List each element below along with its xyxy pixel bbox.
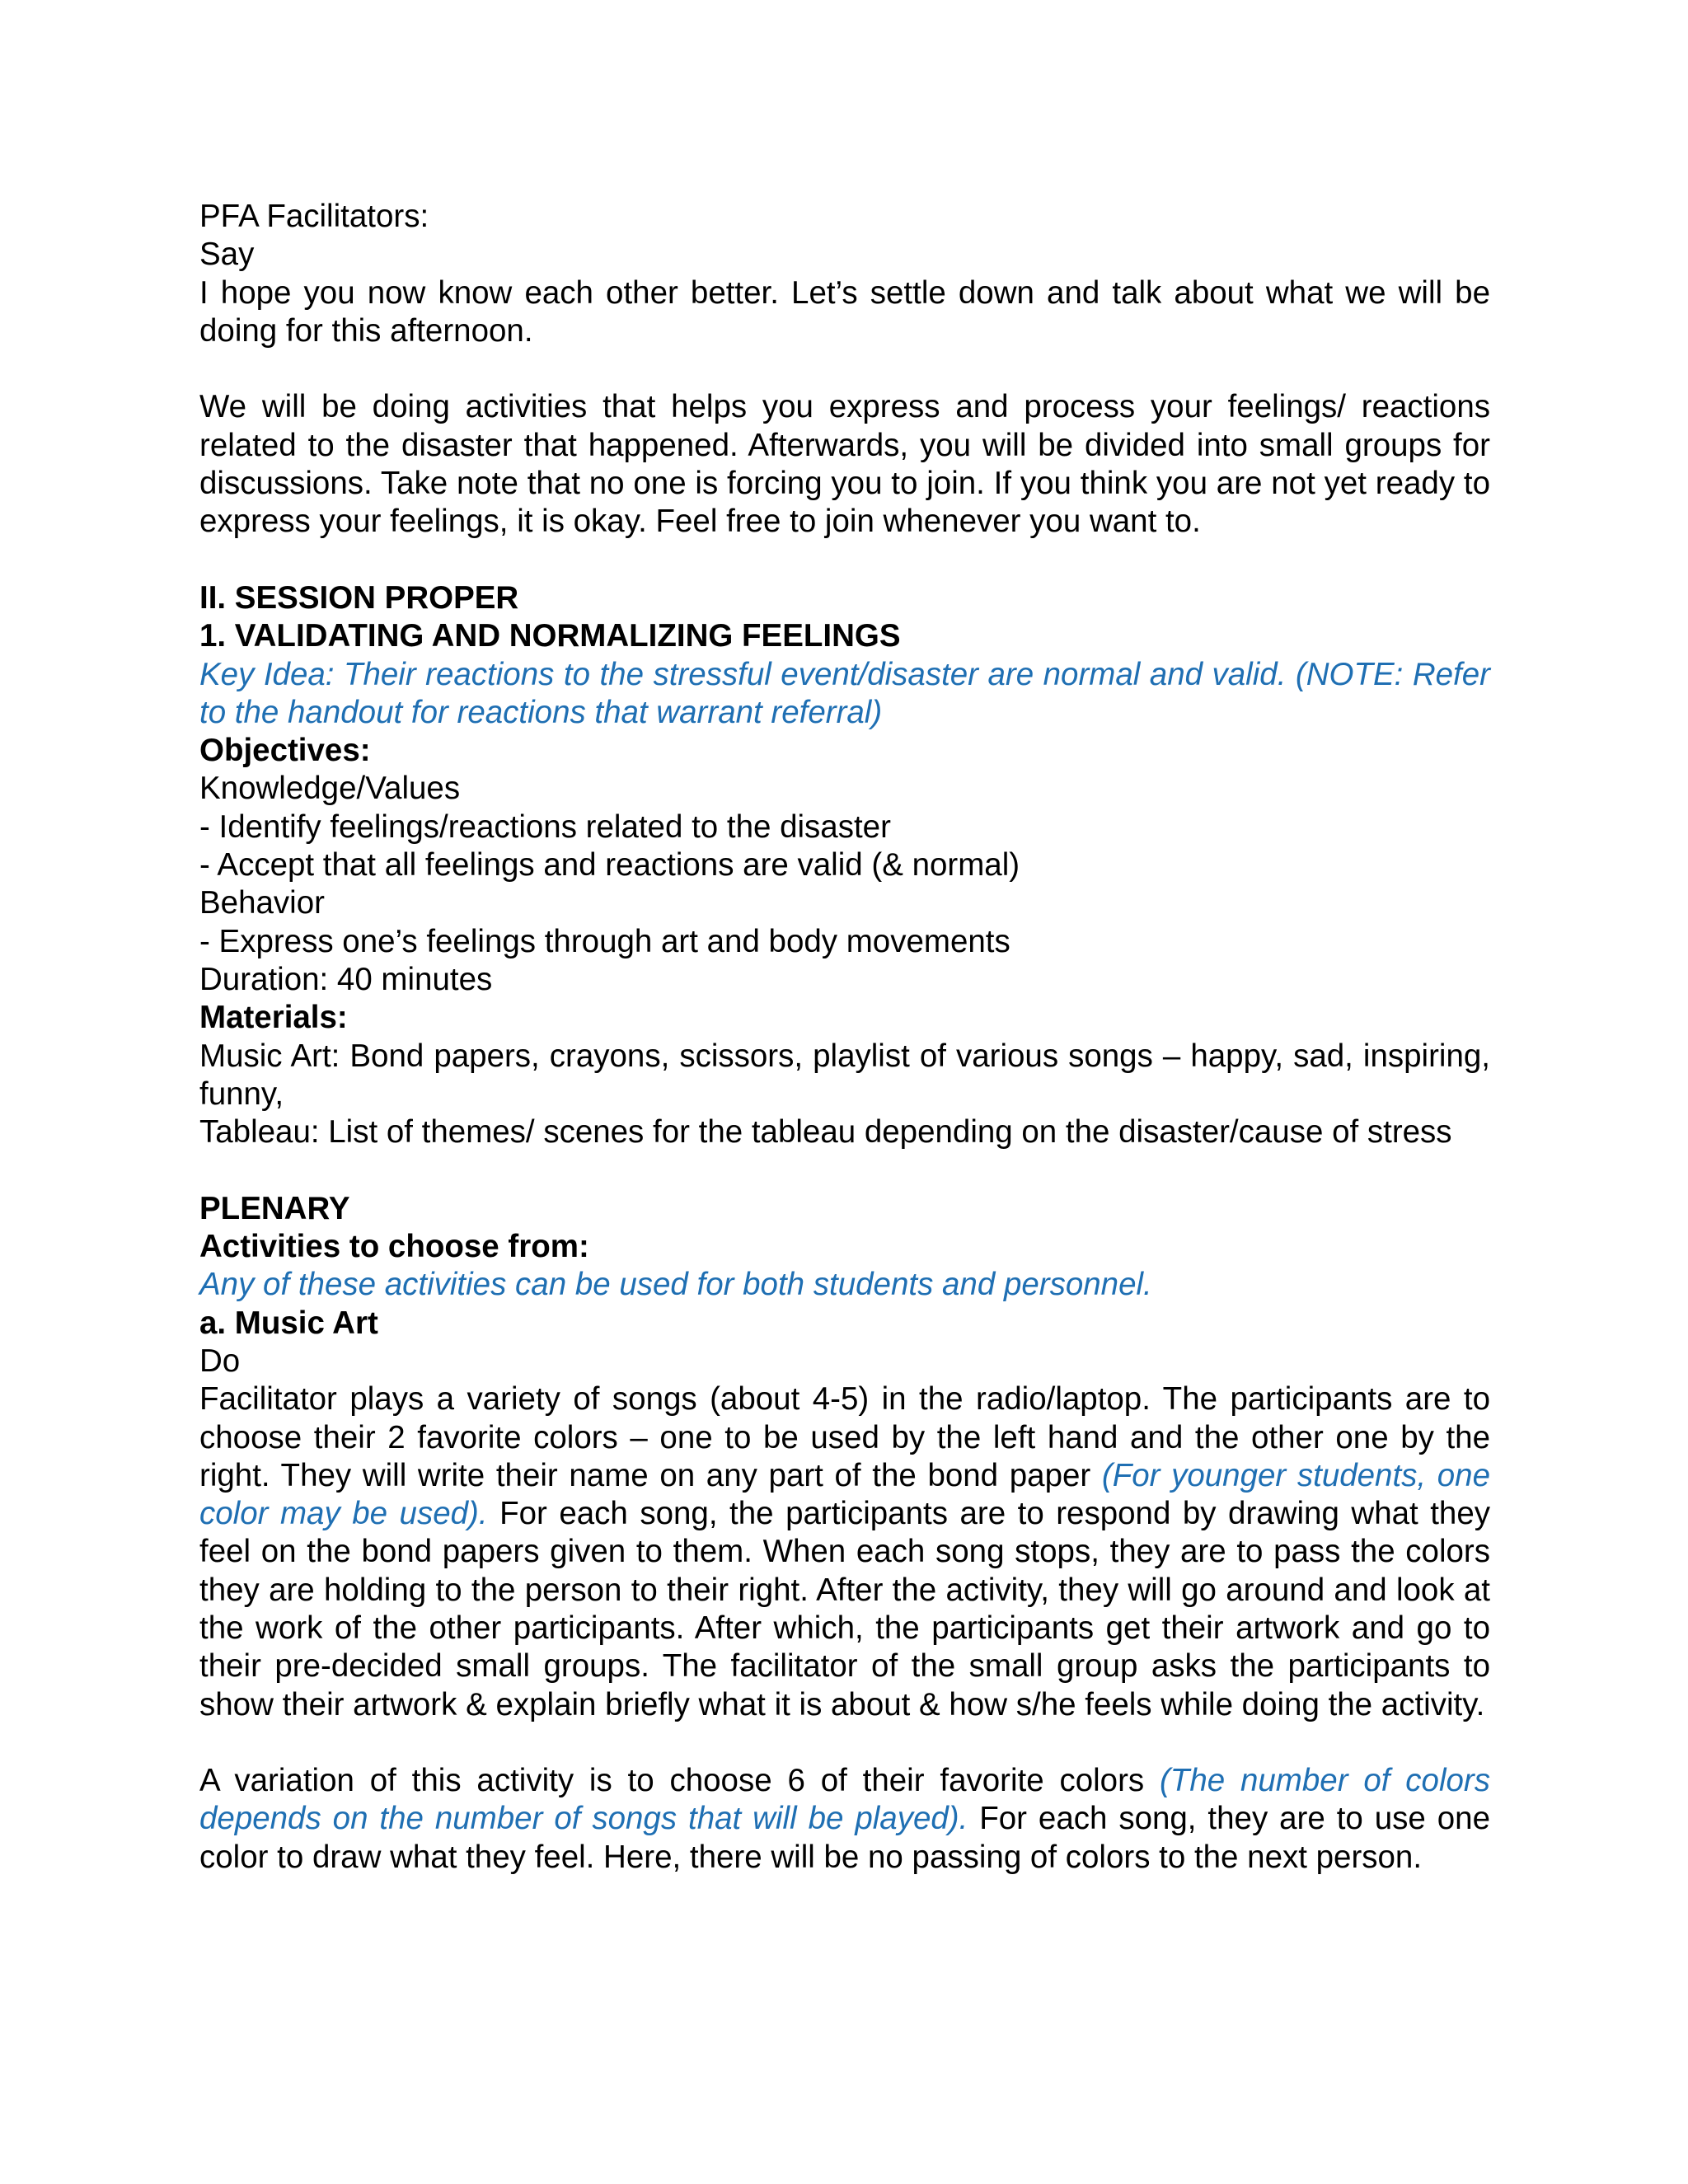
music-art-text: Facilitator plays a variety of songs (about 4-5) in the radio/laptop. The participants are to choose their 2 favorite colors – one to be used by the left hand and the other one by the right. They will write their name on any part of the bond paper [199, 1381, 1490, 1493]
session-heading: II. SESSION PROPER [199, 579, 519, 616]
variation-text: A variation of this activity is to choose 6 of their favorite colors [199, 1763, 1160, 1799]
knowledge-item: - Accept that all feelings and reactions are valid (& normal) [199, 847, 1020, 883]
behavior-label: Behavior [199, 885, 325, 921]
activities-intro-paragraph: We will be doing activities that helps you express and process your feelings/ reactions related to the disaster that happened. Afterwards, you will be divided into small groups for discussions. Take note that no one is forcing you to join. If you think you are not yet ready to express your feelings, it is okay. Feel free to join whenever you want to. [199, 389, 1490, 540]
materials-label: Materials: [199, 1000, 348, 1036]
materials-tableau: Tableau: List of themes/ scenes for the tableau depending on the disaster/cause of stress [199, 1114, 1452, 1151]
activities-note: Any of these activities can be used for both students and personnel. [199, 1267, 1152, 1303]
variation-paragraph [199, 1762, 1490, 1877]
paragraph-spacer [199, 1151, 1490, 1189]
paragraph-spacer [199, 350, 1490, 388]
plenary-heading: PLENARY [199, 1190, 350, 1226]
music-art-text-continued: For each song, the participants are to respond by drawing what they feel on the bond papers given to them. When each song stops, they are to pass the colors they are holding to the person to their right. After the activity, they will go around and look at the work of the other participants. After which, the participants get their artwork and go to their pre-decided small groups. The facilitator of the small group asks the participants to show their artwork & explain briefly what it is about & how s/he feels while doing the activity. [199, 1496, 1491, 1722]
section-subheading: 1. VALIDATING AND NORMALIZING FEELINGS [199, 618, 901, 654]
activities-label: Activities to choose from: [199, 1229, 589, 1265]
materials-music-art: Music Art: Bond papers, crayons, scissors, playlist of various songs – happy, sad, inspiring, funny, [199, 1038, 1490, 1112]
intro-paragraph: I hope you now know each other better. Let’s settle down and talk about what we will be doing for this afternoon. [199, 274, 1490, 349]
variation-text-continued: For each song, they are to use one color to draw what they feel. Here, there will be no passing of colors to the next person. [199, 1801, 1490, 1875]
younger-students-note: (For younger students, one color may be used). [199, 1457, 1490, 1532]
do-label: Do [199, 1343, 241, 1379]
behavior-item: - Express one’s feelings through art and body movements [199, 923, 1010, 959]
music-art-paragraph [199, 1380, 1490, 1724]
music-art-heading: a. Music Art [199, 1305, 378, 1341]
variation-note: (The number of colors depends on the number of songs that will be played). [199, 1763, 1490, 1837]
key-idea: Key Idea: Their reactions to the stressful event/disaster are normal and valid. (NOTE: Refer to the handout for reactions that warrant referral) [199, 656, 1490, 730]
document-page [199, 198, 1490, 1877]
paragraph-spacer [199, 541, 1490, 579]
facilitators-label: PFA Facilitators: [199, 199, 429, 234]
paragraph-spacer [199, 1724, 1490, 1762]
say-label: Say [199, 237, 255, 273]
duration: Duration: 40 minutes [199, 961, 493, 997]
knowledge-label: Knowledge/Values [199, 771, 461, 807]
objectives-label: Objectives: [199, 733, 371, 769]
knowledge-item: - Identify feelings/reactions related to the disaster [199, 808, 891, 845]
